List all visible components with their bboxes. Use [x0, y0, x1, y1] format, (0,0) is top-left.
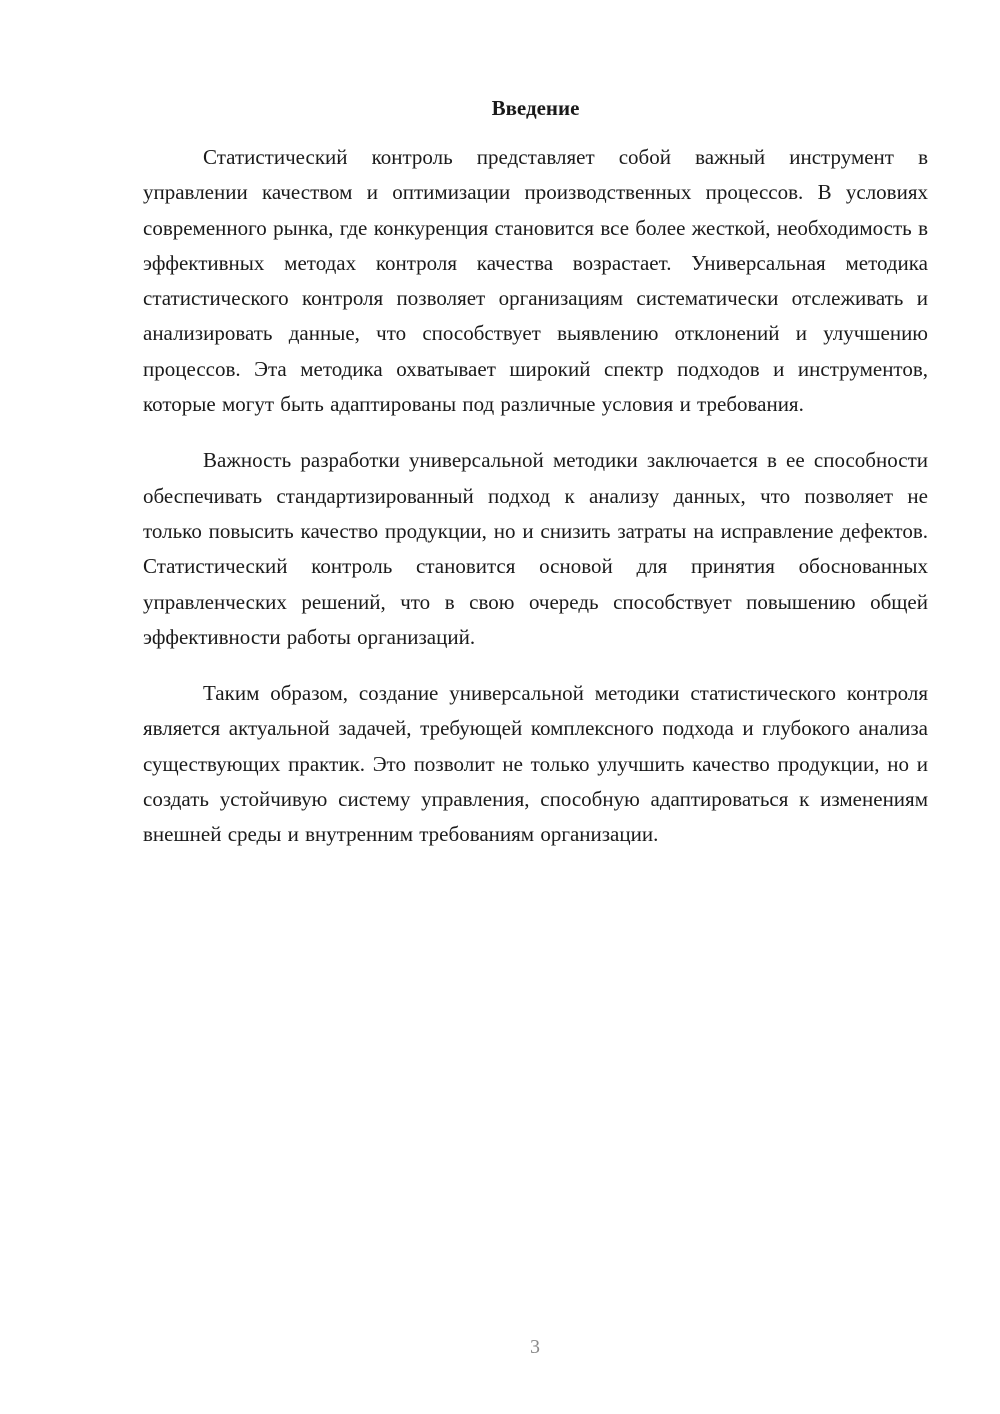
paragraph-1: Статистический контроль представляет собой важный инструмент в управлении качеством и оптимизации производственных процессов. В условиях современного рынка, где конкуренция становится все более жесткой, необходимость в эффективных методах контроля качества возрастает. Универсальная методика статистического контроля позволяет организациям систематически отслеживать и анализировать данные, что способствует выявлению отклонений и улучшению процессов. Эта методика охватывает широкий спектр подходов и инструментов, которые могут быть адаптированы под различные условия и требования.: [143, 145, 928, 417]
page-content: [143, 94, 928, 874]
section-title: Введение: [491, 96, 580, 120]
paragraph-3: Таким образом, создание универсальной методики статистического контроля является актуальной задачей, требующей комплексного подхода и глубокого анализа существующих практик. Это позволит не только улучшить качество продукции, но и создать устойчивую систему управления, способную адаптироваться к изменениям внешней среды и внутренним требованиям организации.: [143, 681, 928, 847]
paragraph-2: Важность разработки универсальной методики заключается в ее способности обеспечивать стандартизированный подход к анализу данных, что позволяет не только повысить качество продукции, но и снизить затраты на исправление дефектов. Статистический контроль становится основой для принятия обоснованных управленческих решений, что в свою очередь способствует повышению общей эффективности работы организаций.: [143, 448, 928, 649]
page-number: 3: [530, 1336, 540, 1358]
